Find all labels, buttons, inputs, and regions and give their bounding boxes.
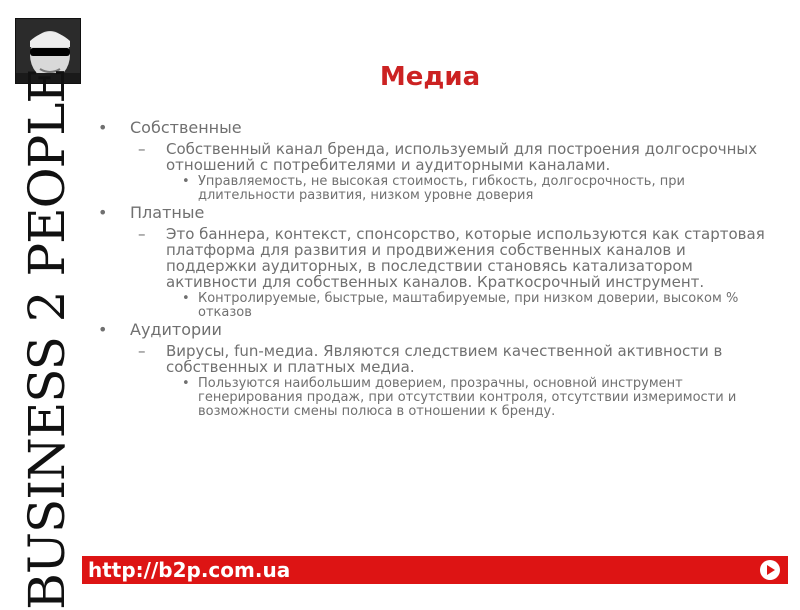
bullet-level1: • Собственные (98, 118, 242, 137)
bullet-level3: • Пользуются наибольшим доверием, прозрачны, основной инструмент генерирования продаж, при отсутствии контроля, отсутствии измеримости и возможности смены полюса в отношении к бренду. (182, 376, 737, 419)
bullet-dot-icon: • (98, 118, 108, 137)
bullet-level2: – Собственный канал бренда, используемый для построения долгосрочных отношений с потребителями и аудиторными каналами. (138, 140, 758, 174)
dash-icon: – (138, 225, 146, 243)
bullet-dot-icon: • (98, 203, 108, 222)
bullet-level2: – Вирусы, fun-медиа. Являются следствием качественной активности в собственных и платных медиа. (138, 342, 723, 376)
bullet-level3: • Управляемость, не высокая стоимость, гибкость, долгосрочность, при длительности развития, низком уровне доверия (182, 174, 685, 203)
bullet-dot-icon: • (182, 291, 190, 306)
bullet-dot-icon: • (182, 174, 190, 189)
play-icon[interactable] (760, 560, 780, 580)
dash-icon: – (138, 342, 146, 360)
section-owned (98, 118, 768, 203)
bullet-level1: • Платные (98, 203, 205, 222)
vertical-brand (17, 68, 77, 610)
bullet-dot-icon: • (98, 320, 108, 339)
section-paid (98, 203, 768, 320)
footer-bar (82, 556, 788, 584)
brand-text: BUSINESS 2 PEOPLE (18, 68, 76, 610)
section-audience (98, 320, 768, 419)
bullet-level2: – Это баннера, контекст, спонсорство, которые используются как стартовая платформа для развития и продвижения собственных каналов и поддержки аудиторных, в последствии становясь катализатором активности для собственных каналов. Краткосрочный инструмент. (138, 225, 765, 291)
bullet-dot-icon: • (182, 376, 190, 391)
dash-icon: – (138, 140, 146, 158)
slide-title: Медиа (379, 62, 481, 92)
bullet-level3: • Контролируемые, быстрые, маштабируемые, при низком доверии, высоком % отказов (182, 291, 739, 320)
footer-url-link[interactable]: http://b2p.com.ua (88, 558, 291, 582)
bullet-list (98, 118, 768, 419)
bullet-level1: • Аудитории (98, 320, 222, 339)
